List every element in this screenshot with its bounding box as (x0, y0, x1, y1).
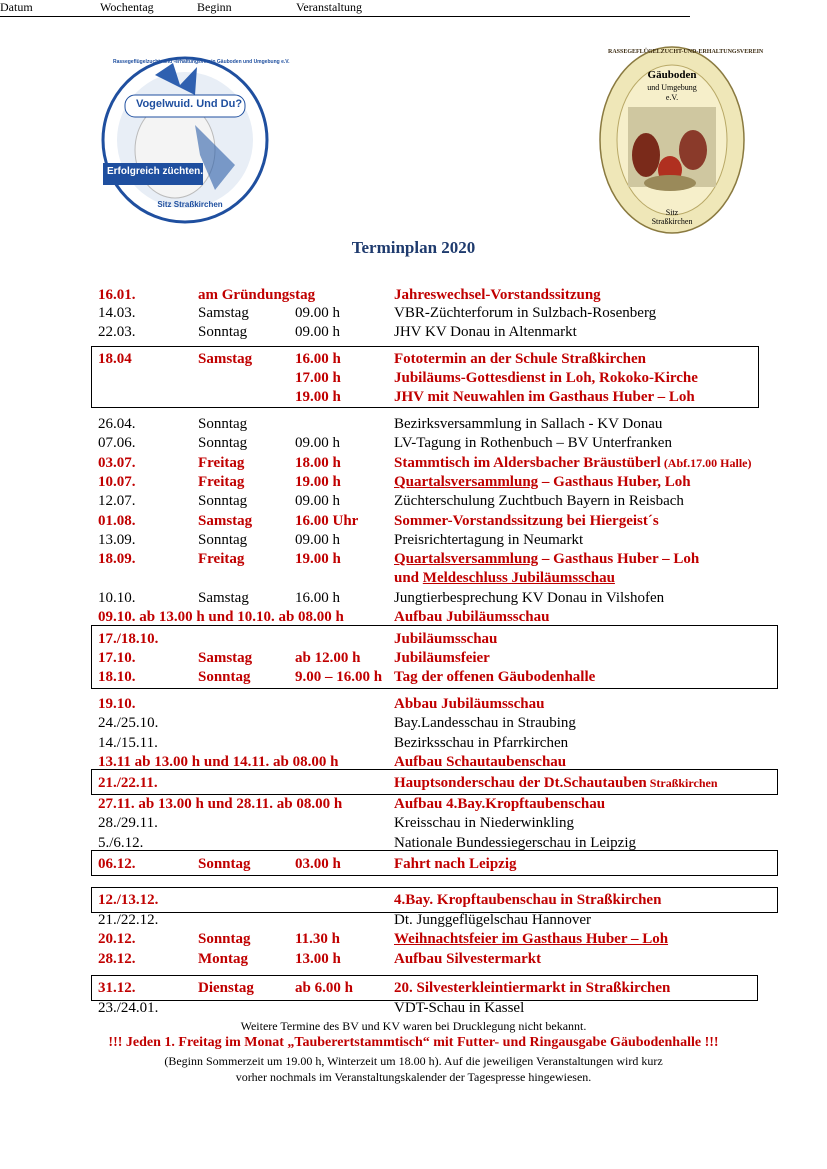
row-event-text: Bay.Landesschau in Straubing (394, 715, 576, 731)
header-event: Veranstaltung (296, 0, 362, 14)
row-date: 31.12. (98, 980, 136, 996)
row-weekday: Samstag (198, 590, 249, 606)
row-event-text: JHV KV Donau in Altenmarkt (394, 324, 577, 340)
logo-right (598, 45, 764, 235)
row-event (394, 795, 605, 814)
row-date: 01.08. (98, 513, 136, 529)
row-event (394, 999, 524, 1018)
row-event-prefix: und (394, 570, 423, 586)
table-row (98, 304, 788, 323)
row-event-note: Straßkirchen (646, 776, 718, 790)
row-date: 14./15.11. (98, 735, 158, 751)
table-row (98, 569, 788, 588)
table-row (98, 550, 788, 569)
row-event (394, 286, 601, 305)
row-start: 19.00 h (295, 551, 341, 567)
row-weekday: Dienstag (198, 980, 254, 996)
row-event-text: 4.Bay. Kropftaubenschau in Straßkirchen (394, 892, 662, 908)
row-start: 16.00 h (295, 351, 341, 367)
table-row (98, 979, 788, 998)
row-start: ab 6.00 h (295, 980, 353, 996)
row-date-range: 13.11 ab 13.00 h und 14.11. ab 08.00 h (98, 754, 339, 770)
table-row (98, 512, 788, 531)
row-event-underlined: Quartalsversammlung (394, 474, 539, 490)
row-event-text: Fototermin an der Schule Straßkirchen (394, 351, 646, 367)
row-weekday: Sonntag (198, 493, 248, 509)
logo-left-ring-text: Rassegeflügelzucht- und -erhaltungsverein Gäuboden und Umgebung e.V. (113, 59, 290, 65)
table-row (98, 911, 788, 930)
row-event-text: Hauptsonderschau der Dt.Schautauben (394, 775, 647, 791)
row-weekday: Sonntag (198, 416, 248, 432)
row-event-text: Jubiläumsschau (394, 631, 498, 647)
row-date-range: 27.11. ab 13.00 h und 28.11. ab 08.00 h (98, 796, 343, 812)
row-weekday: Samstag (198, 305, 249, 321)
row-weekday: am Gründungstag (198, 287, 316, 303)
row-date: 19.10. (98, 696, 136, 712)
row-start: 09.00 h (295, 532, 340, 548)
row-event-text: Kreisschau in Niederwinkling (394, 815, 574, 831)
row-event-note: (Abf.17.00 Halle) (660, 456, 752, 470)
row-date: 12./13.12. (98, 892, 159, 908)
row-event-text: Jubiläums-Gottesdienst in Loh, Rokoko-Kirche (394, 370, 698, 386)
row-event-text: Sommer-Vorstandssitzung bei Hiergeist´s (394, 513, 659, 529)
table-row (98, 668, 788, 687)
row-event-text: Bezirksversammlung in Sallach - KV Donau (394, 416, 663, 432)
row-event (394, 668, 595, 687)
row-weekday: Samstag (198, 513, 253, 529)
row-date: 16.01. (98, 287, 136, 303)
table-row (98, 950, 788, 969)
logo-left-seat: Sitz Straßkirchen (157, 200, 223, 209)
row-date: 21./22.11. (98, 775, 158, 791)
table-row (98, 695, 788, 714)
row-event-underlined: Quartalsversammlung (394, 551, 539, 567)
page-title: Terminplan 2020 (351, 238, 476, 257)
row-date: 17./18.10. (98, 631, 159, 647)
row-date: 5./6.12. (98, 835, 144, 851)
row-event-text: Züchterschulung Zuchtbuch Bayern in Reisbach (394, 493, 684, 509)
table-row (98, 814, 788, 833)
table-row (98, 774, 788, 793)
row-date: 26.04. (98, 416, 136, 432)
row-weekday: Freitag (198, 551, 245, 567)
row-event (394, 434, 672, 453)
row-date: 20.12. (98, 931, 136, 947)
row-start: 13.00 h (295, 951, 341, 967)
table-row (98, 492, 788, 511)
row-event (394, 979, 670, 998)
row-date: 18.10. (98, 669, 136, 685)
row-start: 19.00 h (295, 389, 341, 405)
row-start: 9.00 – 16.00 h (295, 669, 383, 685)
row-weekday: Sonntag (198, 669, 251, 685)
row-event (394, 630, 497, 649)
row-weekday: Sonntag (198, 532, 248, 548)
row-event (394, 369, 698, 388)
row-weekday: Sonntag (198, 324, 248, 340)
row-event (394, 388, 695, 407)
table-row (98, 415, 788, 434)
table-row (98, 891, 788, 910)
row-event (394, 814, 574, 833)
row-event (394, 492, 684, 511)
header-weekday: Wochentag (100, 0, 154, 14)
row-event-text: Tag der offenen Gäubodenhalle (394, 669, 596, 685)
row-date: 07.06. (98, 435, 136, 451)
row-event-text: Jungtierbesprechung KV Donau in Vilshofen (394, 590, 665, 606)
logo-right-seat1: Sitz (665, 208, 679, 217)
row-event-text: LV-Tagung in Rothenbuch – BV Unterfranken (394, 435, 672, 451)
row-start: 16.00 h (295, 590, 340, 606)
table-row (98, 608, 788, 627)
row-event-text: Fahrt nach Leipzig (394, 856, 517, 872)
row-event (394, 950, 541, 969)
row-start: 18.00 h (295, 455, 341, 471)
table-row (98, 795, 788, 814)
row-event (394, 473, 691, 492)
logo-left (95, 55, 290, 225)
row-date: 28.12. (98, 951, 136, 967)
row-event (394, 531, 583, 550)
row-weekday: Freitag (198, 474, 245, 490)
row-date: 28./29.11. (98, 815, 158, 831)
row-start: 17.00 h (295, 370, 341, 386)
row-date-range: 09.10. ab 13.00 h und 10.10. ab 08.00 h (98, 609, 344, 625)
row-date: 18.04 (98, 351, 132, 367)
row-weekday: Freitag (198, 455, 245, 471)
row-event-text: 20. Silvesterkleintiermarkt in Straßkirchen (394, 980, 671, 996)
row-event-text: Preisrichtertagung in Neumarkt (394, 532, 584, 548)
row-event (394, 589, 664, 608)
table-row (98, 473, 788, 492)
table-row (98, 834, 788, 853)
table-row (98, 734, 788, 753)
table-row (98, 434, 788, 453)
row-event (394, 454, 751, 473)
row-event (394, 649, 490, 668)
row-event (394, 323, 577, 342)
row-event (394, 695, 544, 714)
logo-left-bubble: Vogelwuid. Und Du? (135, 98, 243, 110)
logo-right-seat2: Straßkirchen (651, 217, 693, 226)
row-start: 11.30 h (295, 931, 341, 947)
row-weekday: Sonntag (198, 435, 248, 451)
logo-right-sub1: und Umgebung (647, 83, 697, 92)
row-event (394, 415, 662, 434)
row-event-underlined: Meldeschluss Jubiläumsschau (422, 570, 615, 586)
row-date: 10.07. (98, 474, 136, 490)
row-date: 18.09. (98, 551, 136, 567)
row-event (394, 753, 566, 772)
row-event (394, 350, 646, 369)
row-date: 22.03. (98, 324, 136, 340)
row-event-text: Aufbau Silvestermarkt (394, 951, 542, 967)
logo-right-arc-text: RASSEGEFLÜGELZUCHT-UND-ERHALTUNGSVEREIN (608, 49, 764, 55)
row-event (394, 550, 699, 569)
table-row (98, 630, 788, 649)
table-row (98, 323, 788, 342)
header-date: Datum (0, 0, 33, 14)
row-weekday: Sonntag (198, 856, 251, 872)
row-weekday: Sonntag (198, 931, 251, 947)
table-row (98, 388, 788, 407)
row-event (394, 891, 661, 910)
row-date: 21./22.12. (98, 912, 159, 928)
row-event-text: Nationale Bundessiegerschau in Leipzig (394, 835, 637, 851)
logo-left-banner: Erfolgreich züchten. (106, 166, 204, 177)
row-date: 06.12. (98, 856, 136, 872)
row-date: 24./25.10. (98, 715, 159, 731)
row-weekday: Samstag (198, 351, 253, 367)
footer-highlight: !!! Jeden 1. Freitag im Monat „Tauberertstammtisch“ mit Futter- und Ringausgabe Gäubodenhalle !!! (108, 1035, 719, 1050)
row-start: 09.00 h (295, 324, 340, 340)
row-event-text: Aufbau Jubiläumsschau (394, 609, 550, 625)
row-event (394, 911, 591, 930)
row-event-text: VDT-Schau in Kassel (394, 1000, 525, 1016)
row-start: 09.00 h (295, 493, 340, 509)
table-row (98, 714, 788, 733)
row-event (394, 834, 636, 853)
row-start: 19.00 h (295, 474, 341, 490)
row-event-text: Bezirksschau in Pfarrkirchen (394, 735, 569, 751)
logo-right-name: Gäuboden (647, 69, 697, 81)
row-event-text: Jubiläumsfeier (394, 650, 490, 666)
row-event-text: Jahreswechsel-Vorstandssitzung (394, 287, 601, 303)
row-event-text: Aufbau Schautaubenschau (394, 754, 567, 770)
table-header (0, 0, 690, 17)
row-start: ab 12.00 h (295, 650, 361, 666)
row-event-text: Aufbau 4.Bay.Kropftaubenschau (394, 796, 606, 812)
table-row (98, 930, 788, 949)
footer-line1: (Beginn Sommerzeit um 19.00 h, Winterzeit um 18.00 h). Auf die jeweiligen Veranstaltungen wird kurz (164, 1054, 663, 1068)
header-start: Beginn (197, 0, 232, 14)
row-event-text: JHV mit Neuwahlen im Gasthaus Huber – Loh (394, 389, 695, 405)
row-start: 16.00 Uhr (295, 513, 359, 529)
table-row (98, 369, 788, 388)
row-event (394, 608, 549, 627)
row-event-text: Stammtisch im Aldersbacher Bräustüberl (394, 455, 661, 471)
table-row (98, 589, 788, 608)
row-event-text: – Gasthaus Huber, Loh (538, 474, 691, 490)
table-row (98, 999, 788, 1018)
table-row (98, 531, 788, 550)
row-event (394, 304, 656, 323)
row-event (394, 930, 668, 949)
table-row (98, 350, 788, 369)
row-weekday: Montag (198, 951, 248, 967)
row-event (394, 714, 576, 733)
table-row (98, 286, 788, 305)
row-event (394, 774, 718, 793)
row-event (394, 569, 615, 588)
row-date: 12.07. (98, 493, 136, 509)
row-start: 09.00 h (295, 435, 340, 451)
row-weekday: Samstag (198, 650, 253, 666)
row-event (394, 512, 659, 531)
table-row (98, 855, 788, 874)
table-row (98, 753, 788, 772)
row-date: 13.09. (98, 532, 136, 548)
row-event-underlined: Weihnachtsfeier im Gasthaus Huber – Loh (394, 931, 669, 947)
table-row (98, 649, 788, 668)
footer-note: Weitere Termine des BV und KV waren bei Drucklegung nicht bekannt. (240, 1019, 587, 1033)
row-start: 03.00 h (295, 856, 341, 872)
row-date: 10.10. (98, 590, 136, 606)
row-event-text: – Gasthaus Huber – Loh (538, 551, 700, 567)
row-start: 09.00 h (295, 305, 340, 321)
row-date: 14.03. (98, 305, 136, 321)
table-row (98, 454, 788, 473)
row-event-text: VBR-Züchterforum in Sulzbach-Rosenberg (394, 305, 657, 321)
footer-line2: vorher nochmals im Veranstaltungskalender der Tagespresse hingewiesen. (235, 1070, 592, 1084)
row-date: 03.07. (98, 455, 136, 471)
row-date: 23./24.01. (98, 1000, 159, 1016)
row-event (394, 734, 568, 753)
row-date: 17.10. (98, 650, 136, 666)
row-event-text: Abbau Jubiläumsschau (394, 696, 545, 712)
logo-right-sub2: e.V. (665, 93, 679, 102)
row-event-text: Dt. Junggeflügelschau Hannover (394, 912, 592, 928)
row-event (394, 855, 517, 874)
